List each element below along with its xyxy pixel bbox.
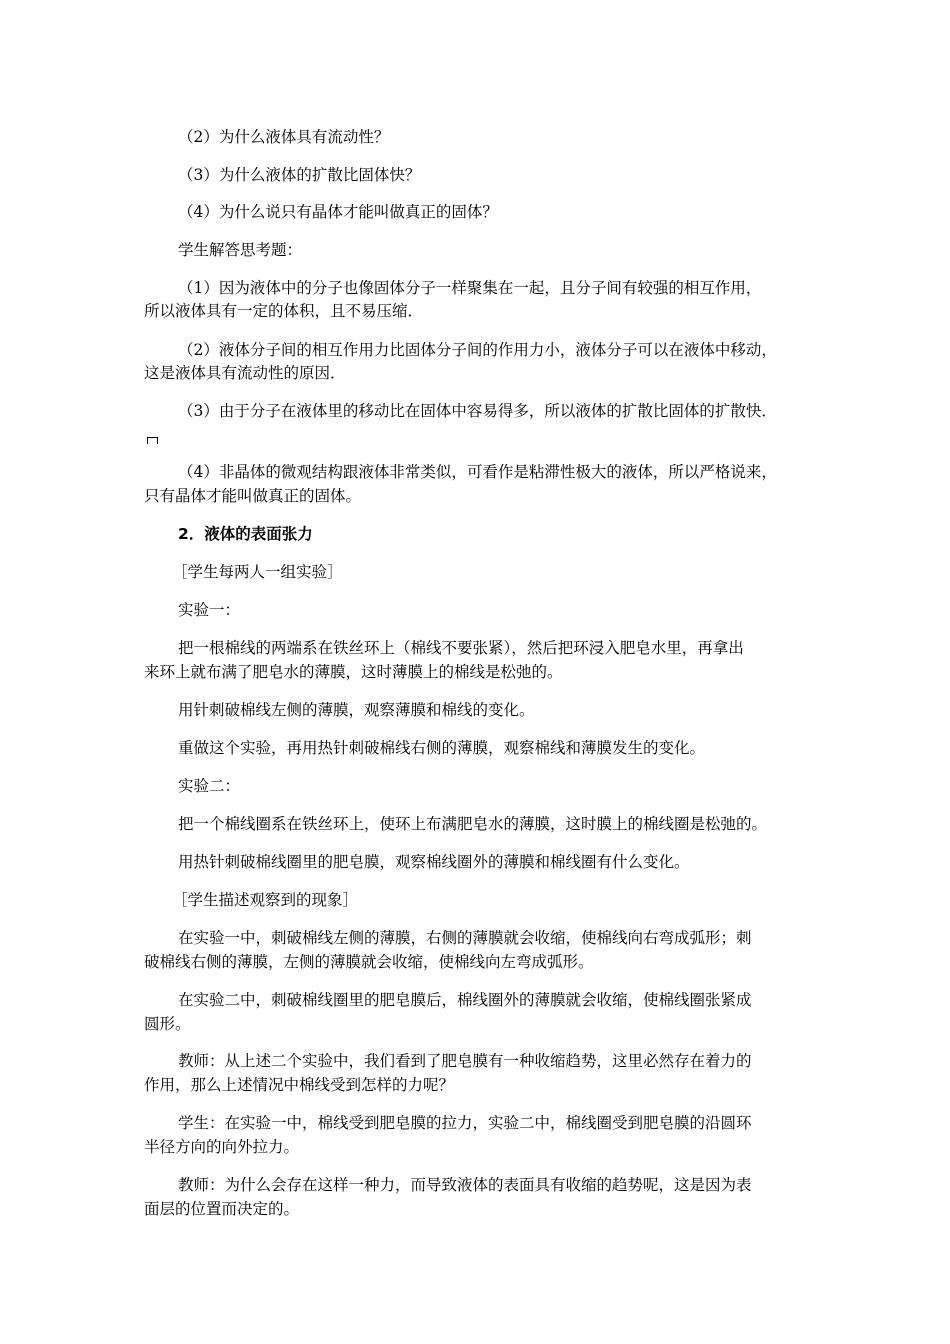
teacher-1-line-1: 教师：从上述二个实验中，我们看到了肥皂膜有一种收缩趋势，这里必然存在着力的 <box>178 1052 752 1070</box>
teacher-2-line-1: 教师：为什么会存在这样一种力，而导致液体的表面具有收缩的趋势呢，这是因为表 <box>178 1176 752 1194</box>
answers-heading: 学生解答思考题： <box>178 241 303 259</box>
answer-4-line-2: 只有晶体才能叫做真正的固体。 <box>144 487 362 505</box>
answer-2-line-1: （2）液体分子间的相互作用力比固体分子间的作用力小，液体分子可以在液体中移动， <box>178 341 777 359</box>
observation-1-line-2: 破棉线右侧的薄膜，左侧的薄膜就会收缩，使棉线向左弯成弧形。 <box>144 953 594 971</box>
observation-1-line-1: 在实验一中，刺破棉线左侧的薄膜，右侧的薄膜就会收缩，使棉线向右弯成弧形；刺 <box>178 929 752 947</box>
bracket-mark <box>147 437 158 444</box>
teacher-1-line-2: 作用，那么上述情况中棉线受到怎样的力呢？ <box>144 1076 455 1094</box>
experiment-2-line-1: 把一个棉线圈系在铁丝环上，使环上布满肥皂水的薄膜，这时膜上的棉线圈是松弛的。 <box>178 815 768 833</box>
experiment-1-line-1: 把一根棉线的两端系在铁丝环上（棉线不要张紧），然后把环浸入肥皂水里，再拿出 <box>178 639 744 657</box>
experiment-1-heading: 实验一： <box>178 601 241 619</box>
question-3: （3）为什么液体的扩散比固体快？ <box>178 166 421 184</box>
answer-3-line-1: （3）由于分子在液体里的移动比在固体中容易得多，所以液体的扩散比固体的扩散快． <box>178 402 777 420</box>
experiment-1-line-2: 来环上就布满了肥皂水的薄膜，这时薄膜上的棉线是松弛的。 <box>144 663 563 681</box>
experiment-2-heading: 实验二： <box>178 777 241 795</box>
student-line-2: 半径方向的向外拉力。 <box>144 1138 300 1156</box>
answer-1-line-2: 所以液体具有一定的体积，且不易压缩． <box>144 302 424 320</box>
experiment-1-step-2: 用针刺破棉线左侧的薄膜，观察薄膜和棉线的变化。 <box>178 701 535 719</box>
observation-note: ［学生描述观察到的现象］ <box>172 891 359 909</box>
experiment-2-line-2: 用热针刺破棉线圈里的肥皂膜，观察棉线圈外的薄膜和棉线圈有什么变化。 <box>178 853 690 871</box>
teacher-2-line-2: 面层的位置而决定的。 <box>144 1200 300 1218</box>
answer-1-line-1: （1）因为液体中的分子也像固体分子一样聚集在一起，且分子间有较强的相互作用， <box>178 279 762 297</box>
observation-2-line-2: 圆形。 <box>144 1015 191 1033</box>
lab-note: ［学生每两人一组实验］ <box>172 563 343 581</box>
question-4: （4）为什么说只有晶体才能叫做真正的固体？ <box>178 203 498 221</box>
answer-4-line-1: （4）非晶体的微观结构跟液体非常类似，可看作是粘滞性极大的液体，所以严格说来， <box>178 463 777 481</box>
observation-2-line-1: 在实验二中，刺破棉线圈里的肥皂膜后，棉线圈外的薄膜就会收缩，使棉线圈张紧成 <box>178 991 752 1009</box>
section-heading: 2．液体的表面张力 <box>178 525 313 543</box>
experiment-1-step-3: 重做这个实验，再用热针刺破棉线右侧的薄膜，观察棉线和薄膜发生的变化。 <box>178 739 706 757</box>
student-line-1: 学生：在实验一中，棉线受到肥皂膜的拉力，实验二中，棉线圈受到肥皂膜的沿圆环 <box>178 1114 752 1132</box>
question-2: （2）为什么液体具有流动性？ <box>178 128 390 146</box>
answer-2-line-2: 这是液体具有流动性的原因． <box>144 364 346 382</box>
